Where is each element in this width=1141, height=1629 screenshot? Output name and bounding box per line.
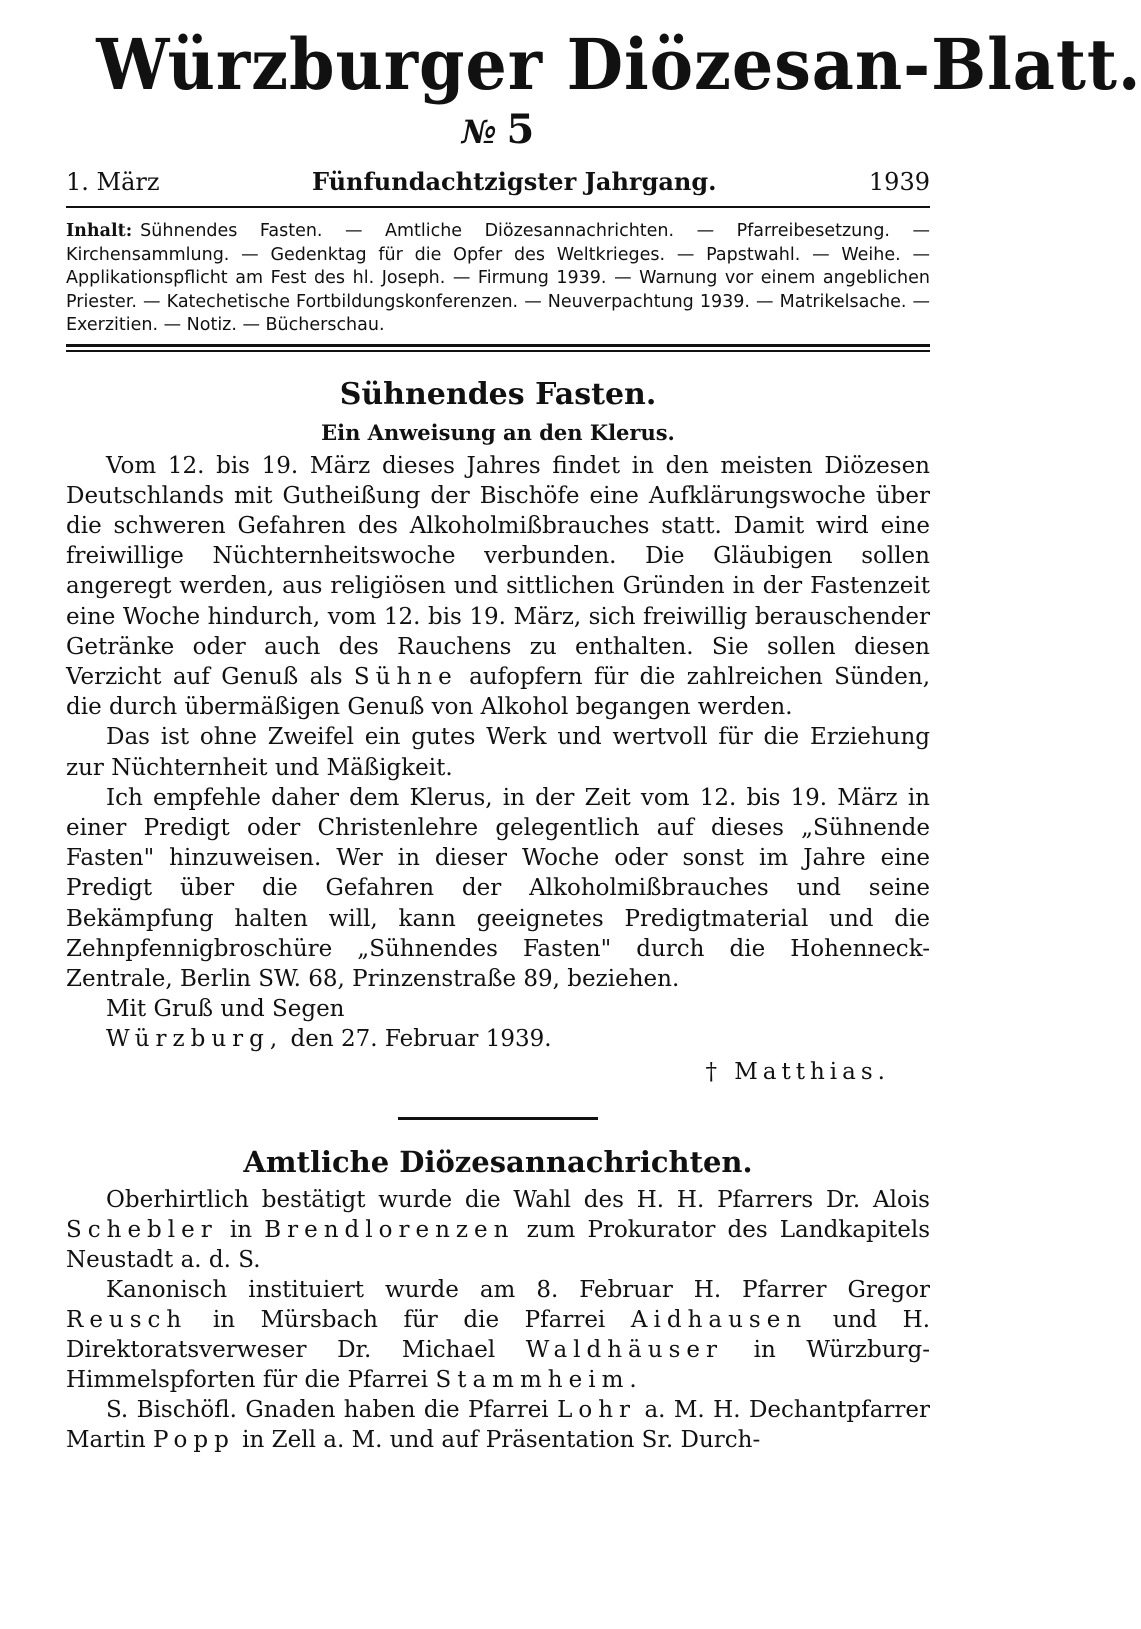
article-title: Sühnendes Fasten.	[339, 376, 657, 412]
place-name: Würzburg,	[106, 1026, 284, 1053]
issue-prefix: №	[461, 113, 497, 151]
article-subtitle: Ein Anweisung an den Klerus.	[321, 419, 675, 445]
divider-rule	[66, 206, 930, 208]
text-run: zum Prokurator des Landkapitels Neustadt a. d. S.	[66, 1216, 931, 1273]
contents-label: Inhalt:	[66, 221, 133, 241]
volume-label: Fünfundachtzigster Jahrgang.	[311, 167, 717, 196]
table-of-contents	[66, 220, 930, 338]
section-separator	[398, 1117, 598, 1120]
text-run: aufopfern für die zahlreichen Sünden, die durch übermäßigen Genuß von Alkohol begangen werden.	[66, 663, 931, 721]
person-name: Waldhäuser	[525, 1336, 723, 1363]
article-paragraph	[66, 451, 930, 723]
place-name: Aidhausen	[630, 1306, 808, 1333]
emphasis-text: Sühne	[353, 663, 458, 690]
text-run: a. M. H. Dechantpfarrer Martin	[66, 1396, 931, 1453]
double-divider-rule	[66, 344, 930, 352]
text-run: in	[229, 1216, 253, 1243]
greeting-line: Mit Gruß und Segen	[106, 996, 345, 1023]
masthead-title: Würzburger Diözesan-Blatt.	[96, 23, 1141, 106]
contents-text: Sühnendes Fasten. — Amtliche Diözesannachrichten. — Pfarreibesetzung. — Kirchensammlung. — Gedenktag für die Opfer des Weltkrieges. — Papstwahl. — Weihe. — Applikationspflicht am Fest des hl. Joseph. — Firmung 1939. — Warnung vor einem angeblichen Priester. — Katechetische Fortbildungskonferenzen. — Neuverpachtung 1939. — Matrikelsache. — Exerzitien. — Notiz. — Bücherschau.	[66, 221, 930, 335]
article-paragraph: Das ist ohne Zweifel ein gutes Werk und wertvoll für die Erziehung zur Nüchternheit und Mäßigkeit.	[66, 724, 930, 781]
dateline	[66, 167, 930, 196]
place-name: Brendlorenzen	[264, 1216, 515, 1243]
letter-date: den 27. Februar 1939.	[290, 1026, 552, 1053]
person-name: Reusch	[66, 1306, 188, 1333]
article-paragraph: Ich empfehle daher dem Klerus, in der Zeit vom 12. bis 19. März in einer Predigt oder Christenlehre gelegentlich auf dieses „Sühnende Fasten" hinzuweisen. Wer in dieser Woche oder sonst im Jahre eine Predigt über die Gefahren der Alkoholmißbrauches und seine Bekämpfung halten will, kann geeignetes Predigtmaterial und die Zehnpfennigbroschüre „Sühnendes Fasten" durch die Hohenneck-Zentrale, Berlin SW. 68, Prinzenstraße 89, beziehen.	[66, 784, 930, 992]
issue-year: 1939	[868, 168, 930, 196]
place-date-line	[66, 1024, 930, 1054]
text-run: Vom 12. bis 19. März dieses Jahres findet in den meisten Diözesen Deutschlands mit Gutheißung der Bischöfe eine Aufklärungswoche über die schweren Gefahren des Alkoholmißbrauches statt. Damit wird eine freiwillige Nüchternheitswoche verbunden. Die Gläubigen sollen angeregt werden, aus religiösen und sittlichen Gründen in der Fastenzeit eine Woche hindurch, vom 12. bis 19. März, sich freiwillig berauschender Getränke oder auch des Rauchens zu enthalten. Sie sollen diesen Verzicht auf Genuß als	[66, 452, 930, 690]
place-name: Lohr	[557, 1396, 637, 1423]
person-name: Schebler	[66, 1216, 218, 1243]
text-run: und H. Direktoratsverweser Dr. Michael	[66, 1306, 931, 1363]
signature: † Matthias.	[705, 1058, 890, 1085]
issue-number	[66, 106, 930, 153]
text-run: in Zell a. M. und auf Präsentation Sr. Durch-	[242, 1426, 761, 1453]
text-run: Kanonisch instituiert wurde am 8. Februar H. Pfarrer Gregor	[106, 1276, 930, 1303]
text-run: Oberhirtlich bestätigt wurde die Wahl des H. H. Pfarrers Dr. Alois	[106, 1186, 930, 1213]
text-run: S. Bischöfl. Gnaden haben die Pfarrei	[106, 1396, 549, 1423]
news-paragraph	[66, 1185, 930, 1275]
text-run: in Würzburg-Himmelspforten für die Pfarrei	[66, 1336, 931, 1393]
section-title: Amtliche Diözesannachrichten.	[243, 1144, 753, 1179]
news-paragraph	[66, 1395, 930, 1455]
text-run: in Mürsbach für die Pfarrei	[212, 1306, 606, 1333]
person-name: Popp	[152, 1426, 235, 1453]
place-name: Stammheim.	[435, 1366, 643, 1393]
issue-date: 1. März	[66, 168, 160, 196]
news-paragraph	[66, 1275, 930, 1395]
issue-value: 5	[506, 106, 535, 153]
